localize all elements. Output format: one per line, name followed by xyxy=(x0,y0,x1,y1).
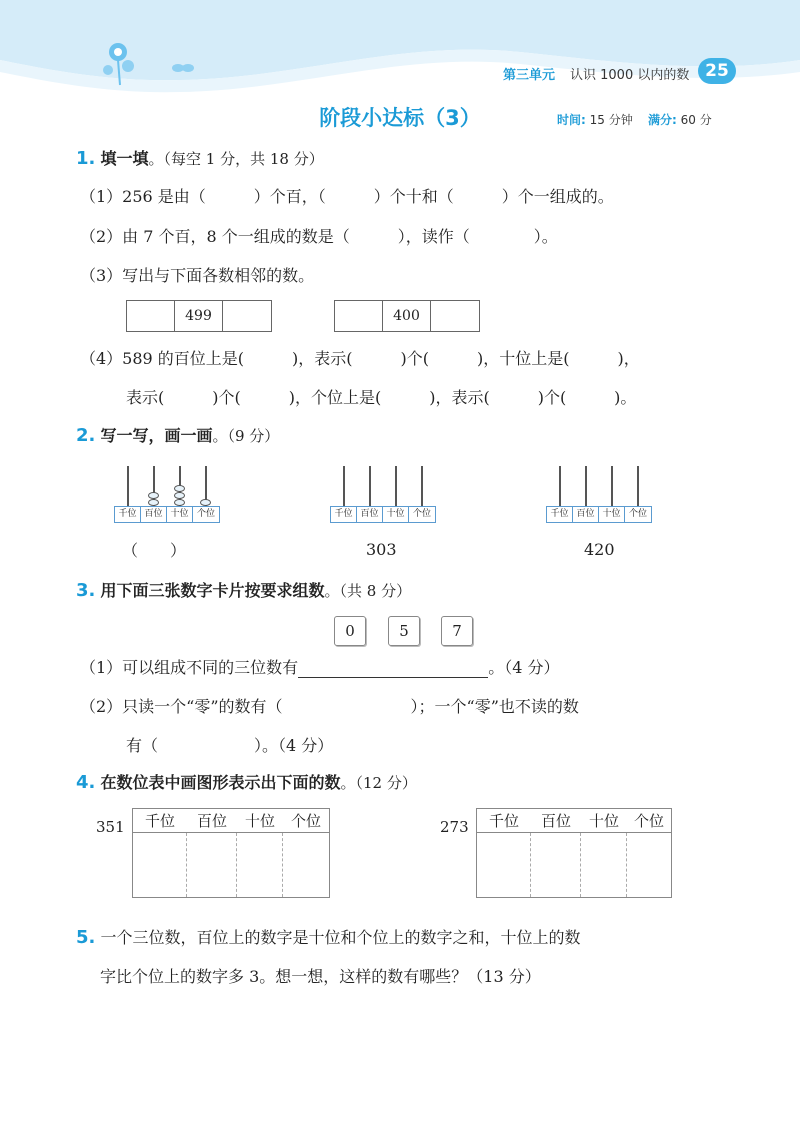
pvt-cell[interactable] xyxy=(283,833,329,897)
q1-number: 1. xyxy=(76,148,96,169)
pvt-cell[interactable] xyxy=(477,833,531,897)
neighbor-box-400 xyxy=(334,300,480,332)
q1-part2: （2）由 7 个百，8 个一组成的数是（ ），读作（ ）。 xyxy=(80,227,558,246)
unit-topic: 认识 1000 以内的数 xyxy=(570,68,690,83)
abacus-rod xyxy=(395,466,397,506)
abacus-rod xyxy=(559,466,561,506)
q2-number: 2. xyxy=(76,425,96,446)
q1-part4-line1: （4）589 的百位上是( )，表示( )个( )，十位上是( )， xyxy=(80,349,640,368)
q4-number: 4. xyxy=(76,772,96,793)
q3-title: 用下面三张数字卡片按要求组数 xyxy=(100,581,325,600)
q5-line2: 字比个位上的数字多 3。想一想，这样的数有哪些？（13 分） xyxy=(100,967,541,986)
q4-heading xyxy=(76,770,417,793)
pvt-header: 个位 xyxy=(290,812,321,830)
q1-part4-line2: 表示( )个( )，个位上是( )，表示( )个( )。 xyxy=(126,388,637,407)
q1-heading xyxy=(76,146,324,169)
q3-part1-text: （1）可以组成不同的三位数有 xyxy=(80,658,299,677)
pvt-header: 千位 xyxy=(488,812,519,830)
q5-number: 5. xyxy=(76,927,96,948)
abacus-bead xyxy=(148,492,159,499)
neighbor-cell[interactable] xyxy=(431,301,479,331)
pvt-header: 十位 xyxy=(244,812,275,830)
q2-title: 写一写，画一画 xyxy=(100,426,213,445)
abacus-rod xyxy=(127,466,129,506)
q3-note: 。（共 8 分） xyxy=(324,582,412,600)
abacus-rod xyxy=(421,466,423,506)
place-labels xyxy=(330,506,436,523)
score-label: 满分: xyxy=(648,113,677,127)
q3-part1-note: 。（4 分） xyxy=(488,658,560,677)
digit-card-0: 0 xyxy=(334,616,366,646)
q1-note: 。（每空 1 分，共 18 分） xyxy=(148,150,324,168)
pvt-header: 百位 xyxy=(540,812,571,830)
abacus-2[interactable] xyxy=(330,466,436,524)
place-labels xyxy=(546,506,652,523)
answer-line[interactable] xyxy=(298,662,488,678)
place-labels xyxy=(114,506,220,523)
place-label: 千位 xyxy=(115,507,141,522)
neighbor-cell[interactable] xyxy=(335,301,383,331)
q5-text-1: 一个三位数，百位上的数字是十位和个位上的数字之和，十位上的数 xyxy=(100,928,581,947)
q1-title: 填一填 xyxy=(100,149,149,168)
pvt-number-351: 351 xyxy=(96,818,125,836)
q3-part2-line2: 有（ ）。（4 分） xyxy=(126,736,334,755)
abacus-bead xyxy=(200,499,211,506)
place-label: 百位 xyxy=(141,507,167,522)
abacus-bead xyxy=(174,485,185,492)
page-title: 阶段小达标（3） xyxy=(319,106,481,130)
place-label: 百位 xyxy=(573,507,599,522)
unit-label: 第三单元 xyxy=(503,68,556,83)
pvt-header: 千位 xyxy=(144,812,175,830)
neighbor-cell: 499 xyxy=(175,301,223,331)
q2-note: 。（9 分） xyxy=(212,427,280,445)
neighbor-cell[interactable] xyxy=(127,301,175,331)
pvt-cell[interactable] xyxy=(581,833,627,897)
place-label: 千位 xyxy=(331,507,357,522)
time-value: 15 分钟 xyxy=(589,113,633,127)
pvt-cell[interactable] xyxy=(627,833,671,897)
abacus-bead xyxy=(174,492,185,499)
q3-heading xyxy=(76,578,411,601)
pvt-number-273: 273 xyxy=(440,818,469,836)
score-value: 60 分 xyxy=(680,113,712,127)
pvt-cell[interactable] xyxy=(531,833,581,897)
digit-card-7: 7 xyxy=(441,616,473,646)
q1-part3: （3）写出与下面各数相邻的数。 xyxy=(80,266,315,285)
page-number: 25 xyxy=(698,58,736,84)
pvt-cell[interactable] xyxy=(187,833,237,897)
abacus-rod xyxy=(611,466,613,506)
place-label: 个位 xyxy=(412,509,431,519)
place-label: 个位 xyxy=(628,509,647,519)
place-value-table-273[interactable] xyxy=(476,808,672,898)
neighbor-cell[interactable] xyxy=(223,301,271,331)
abacus-caption-1[interactable]: （ ） xyxy=(122,541,187,560)
abacus-rod xyxy=(343,466,345,506)
exam-meta xyxy=(557,111,712,128)
place-label: 个位 xyxy=(196,509,215,519)
neighbor-cell: 400 xyxy=(383,301,431,331)
place-label: 十位 xyxy=(383,507,409,522)
abacus-rod xyxy=(585,466,587,506)
abacus-rod xyxy=(637,466,639,506)
place-label: 十位 xyxy=(599,507,625,522)
place-value-table-351[interactable] xyxy=(132,808,330,898)
q3-number: 3. xyxy=(76,580,96,601)
q5-line1 xyxy=(76,925,580,948)
q1-part1: （1）256 是由（ ）个百，（ ）个十和（ ）个一组成的。 xyxy=(80,187,614,206)
abacus-1 xyxy=(114,466,220,524)
abacus-rod xyxy=(369,466,371,506)
q4-title: 在数位表中画图形表示出下面的数 xyxy=(100,773,341,792)
time-label: 时间: xyxy=(557,113,586,127)
digit-card-5: 5 xyxy=(388,616,420,646)
abacus-3[interactable] xyxy=(546,466,652,524)
q3-part1 xyxy=(80,655,559,678)
pvt-header: 个位 xyxy=(633,812,664,830)
place-label: 百位 xyxy=(357,507,383,522)
place-label: 十位 xyxy=(167,507,193,522)
pvt-header: 十位 xyxy=(588,812,619,830)
abacus-bead xyxy=(148,499,159,506)
q2-heading xyxy=(76,423,279,446)
q3-part2-line1: （2）只读一个“零”的数有（ ）；一个“零”也不读的数 xyxy=(80,697,579,716)
abacus-bead xyxy=(174,499,185,506)
abacus-caption-3: 420 xyxy=(584,540,615,559)
header-banner xyxy=(0,0,800,100)
pvt-cell[interactable] xyxy=(237,833,283,897)
neighbor-box-499 xyxy=(126,300,272,332)
pvt-header: 百位 xyxy=(196,812,227,830)
q4-note: 。（12 分） xyxy=(340,774,417,792)
pvt-cell[interactable] xyxy=(133,833,187,897)
abacus-caption-2: 303 xyxy=(366,540,397,559)
place-label: 千位 xyxy=(547,507,573,522)
